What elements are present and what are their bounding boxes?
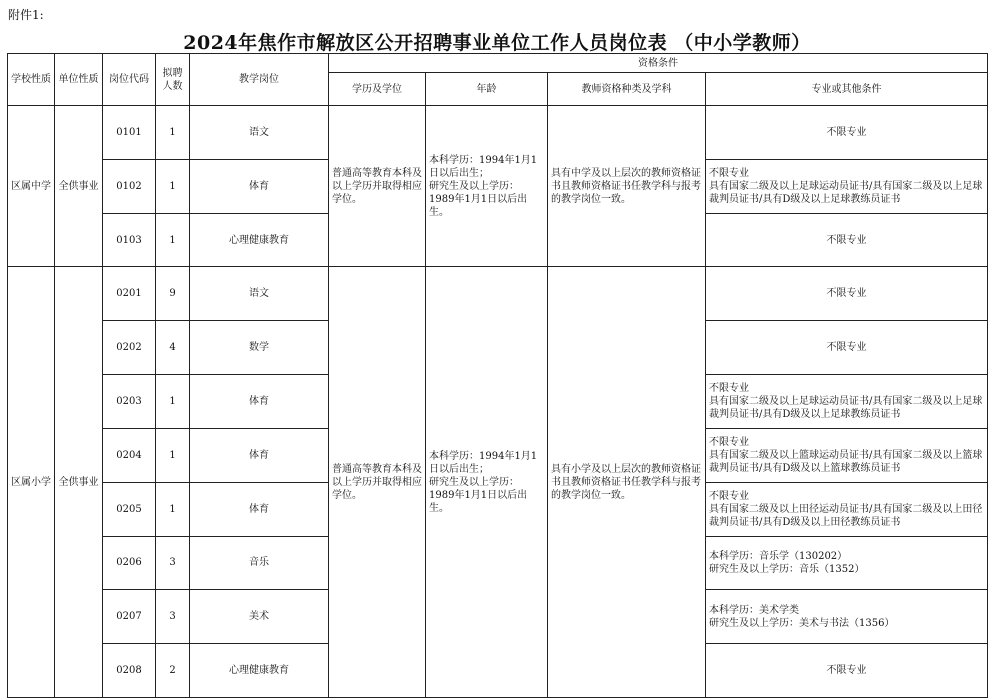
header-school-type: 学校性质 <box>8 54 55 106</box>
header-unit-type: 单位性质 <box>55 54 103 106</box>
post-code-cell: 0202 <box>103 321 156 375</box>
other-conditions-cell: 不限专业 <box>706 106 988 160</box>
post-code-cell: 0201 <box>103 267 156 321</box>
other-conditions-cell: 不限专业 具有国家二级及以上田径运动员证书/具有国家二级及以上田径裁判员证书/具有D级及以上田径教练员证书 <box>706 482 988 536</box>
age-cell: 本科学历：1994年1月1日以后出生； 研究生及以上学历：1989年1月1日以后出生。 <box>426 267 548 698</box>
post-code-cell: 0208 <box>103 644 156 698</box>
other-conditions-cell: 本科学历：美术学类 研究生及以上学历：美术与书法（1356） <box>706 590 988 644</box>
table-row <box>8 106 988 160</box>
cert-cell: 具有中学及以上层次的教师资格证书且教师资格证书任教学科与报考的教学岗位一致。 <box>548 106 706 267</box>
header-teaching-post: 教学岗位 <box>190 54 329 106</box>
planned-count-cell: 1 <box>156 213 190 267</box>
job-post-table <box>7 53 988 698</box>
age-cell: 本科学历：1994年1月1日以后出生； 研究生及以上学历：1989年1月1日以后出生。 <box>426 106 548 267</box>
page-title: 2024年焦作市解放区公开招聘事业单位工作人员岗位表 （中小学教师） <box>183 32 811 54</box>
header-post-code: 岗位代码 <box>103 54 156 106</box>
other-conditions-cell: 不限专业 具有国家二级及以上足球运动员证书/具有国家二级及以上足球裁判员证书/具有D级及以上足球教练员证书 <box>706 375 988 429</box>
unit-type-cell: 全供事业 <box>55 106 103 267</box>
teaching-post-cell: 心理健康教育 <box>190 644 329 698</box>
post-code-cell: 0207 <box>103 590 156 644</box>
other-conditions-cell: 不限专业 <box>706 644 988 698</box>
header-planned-count: 拟聘人数 <box>156 54 190 106</box>
planned-count-cell: 1 <box>156 428 190 482</box>
attachment-label: 附件1: <box>8 8 44 22</box>
other-conditions-cell: 本科学历：音乐学（130202） 研究生及以上学历：音乐（1352） <box>706 536 988 590</box>
planned-count-cell: 9 <box>156 267 190 321</box>
planned-count-cell: 4 <box>156 321 190 375</box>
post-code-cell: 0102 <box>103 159 156 213</box>
teaching-post-cell: 体育 <box>190 482 329 536</box>
planned-count-cell: 1 <box>156 159 190 213</box>
teaching-post-cell: 体育 <box>190 428 329 482</box>
post-code-cell: 0203 <box>103 375 156 429</box>
school-type-cell: 区属小学 <box>8 267 55 698</box>
header-qualifications: 资格条件 <box>329 54 988 73</box>
other-conditions-cell: 不限专业 <box>706 213 988 267</box>
teaching-post-cell: 美术 <box>190 590 329 644</box>
teaching-post-cell: 心理健康教育 <box>190 213 329 267</box>
post-code-cell: 0206 <box>103 536 156 590</box>
teaching-post-cell: 体育 <box>190 159 329 213</box>
teaching-post-cell: 数学 <box>190 321 329 375</box>
unit-type-cell: 全供事业 <box>55 267 103 698</box>
education-cell: 普通高等教育本科及以上学历并取得相应学位。 <box>329 267 426 698</box>
planned-count-cell: 1 <box>156 375 190 429</box>
planned-count-cell: 3 <box>156 590 190 644</box>
cert-cell: 具有小学及以上层次的教师资格证书且教师资格证书任教学科与报考的教学岗位一致。 <box>548 267 706 698</box>
post-code-cell: 0103 <box>103 213 156 267</box>
planned-count-cell: 3 <box>156 536 190 590</box>
header-cert: 教师资格种类及学科 <box>548 73 706 106</box>
planned-count-cell: 2 <box>156 644 190 698</box>
other-conditions-cell: 不限专业 具有国家二级及以上篮球运动员证书/具有国家二级及以上篮球裁判员证书/具有D级及以上篮球教练员证书 <box>706 428 988 482</box>
teaching-post-cell: 语文 <box>190 106 329 160</box>
teaching-post-cell: 体育 <box>190 375 329 429</box>
school-type-cell: 区属中学 <box>8 106 55 267</box>
other-conditions-cell: 不限专业 具有国家二级及以上足球运动员证书/具有国家二级及以上足球裁判员证书/具有D级及以上足球教练员证书 <box>706 159 988 213</box>
planned-count-cell: 1 <box>156 482 190 536</box>
education-cell: 普通高等教育本科及以上学历并取得相应学位。 <box>329 106 426 267</box>
teaching-post-cell: 语文 <box>190 267 329 321</box>
teaching-post-cell: 音乐 <box>190 536 329 590</box>
header-other: 专业或其他条件 <box>706 73 988 106</box>
post-code-cell: 0101 <box>103 106 156 160</box>
table-row <box>8 267 988 321</box>
table-body <box>8 106 988 698</box>
planned-count-cell: 1 <box>156 106 190 160</box>
post-code-cell: 0204 <box>103 428 156 482</box>
header-education: 学历及学位 <box>329 73 426 106</box>
other-conditions-cell: 不限专业 <box>706 267 988 321</box>
post-code-cell: 0205 <box>103 482 156 536</box>
header-age: 年龄 <box>426 73 548 106</box>
other-conditions-cell: 不限专业 <box>706 321 988 375</box>
